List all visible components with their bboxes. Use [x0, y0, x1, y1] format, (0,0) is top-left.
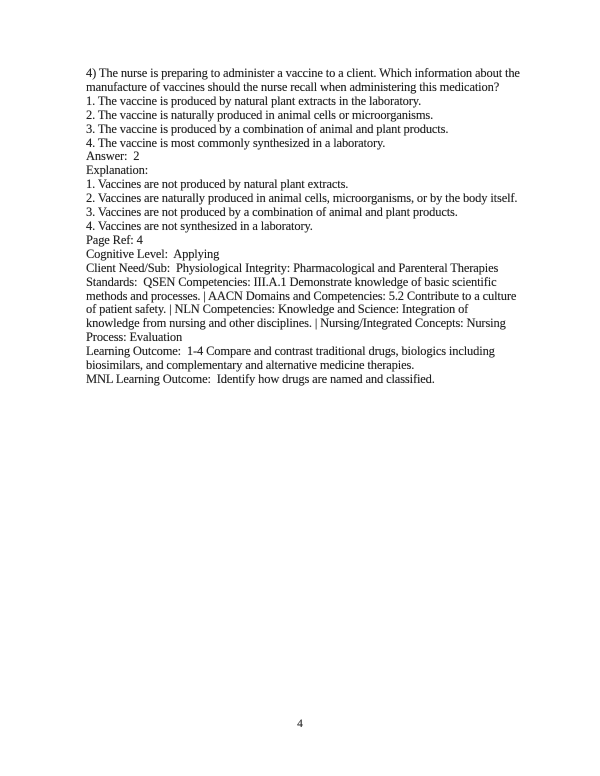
- standards-line-3: of patient safety. | NLN Competencies: Knowledge and Science: Integration of: [86, 302, 469, 317]
- question-block: [86, 67, 546, 387]
- explanation-line-4: 4. Vaccines are not synthesized in a laboratory.: [86, 218, 313, 233]
- standards-line-1: Standards: QSEN Competencies: III.A.1 Demonstrate knowledge of basic scientific: [86, 274, 497, 289]
- client-need-line: Client Need/Sub: Physiological Integrity: Pharmacological and Parenteral Therapies: [86, 260, 499, 275]
- cognitive-level-line: Cognitive Level: Applying: [86, 246, 220, 261]
- learning-outcome-line-2: biosimilars, and complementary and alternative medicine therapies.: [86, 358, 415, 373]
- answer-option-1: 1. The vaccine is produced by natural plant extracts in the laboratory.: [86, 93, 422, 108]
- question-line-2: manufacture of vaccines should the nurse recall when administering this medication?: [86, 79, 500, 94]
- answer-line: Answer: 2: [86, 149, 140, 164]
- answer-option-4: 4. The vaccine is most commonly synthesized in a laboratory.: [86, 135, 386, 150]
- standards-line-5: Process: Evaluation: [86, 330, 183, 345]
- explanation-line-3: 3. Vaccines are not produced by a combination of animal and plant products.: [86, 205, 458, 220]
- explanation-line-2: 2. Vaccines are naturally produced in animal cells, microorganisms, or by the body itself.: [86, 191, 518, 206]
- standards-line-4: knowledge from nursing and other disciplines. | Nursing/Integrated Concepts: Nursing: [86, 316, 506, 331]
- question-line-1: 4) The nurse is preparing to administer a vaccine to a client. Which information about the: [86, 66, 520, 80]
- explanation-line-1: 1. Vaccines are not produced by natural plant extracts.: [86, 177, 349, 192]
- learning-outcome-line-1: Learning Outcome: 1-4 Compare and contrast traditional drugs, biologics including: [86, 344, 495, 359]
- explanation-heading: Explanation:: [86, 163, 149, 178]
- standards-line-2: methods and processes. | AACN Domains and Competencies: 5.2 Contribute to a culture: [86, 288, 517, 303]
- page-ref-line: Page Ref: 4: [86, 232, 143, 247]
- answer-option-2: 2. The vaccine is naturally produced in animal cells or microorganisms.: [86, 107, 434, 122]
- answer-option-3: 3. The vaccine is produced by a combination of animal and plant products.: [86, 121, 449, 136]
- page-number: 4: [297, 718, 303, 730]
- mnl-learning-outcome-line: MNL Learning Outcome: Identify how drugs are named and classified.: [86, 371, 435, 386]
